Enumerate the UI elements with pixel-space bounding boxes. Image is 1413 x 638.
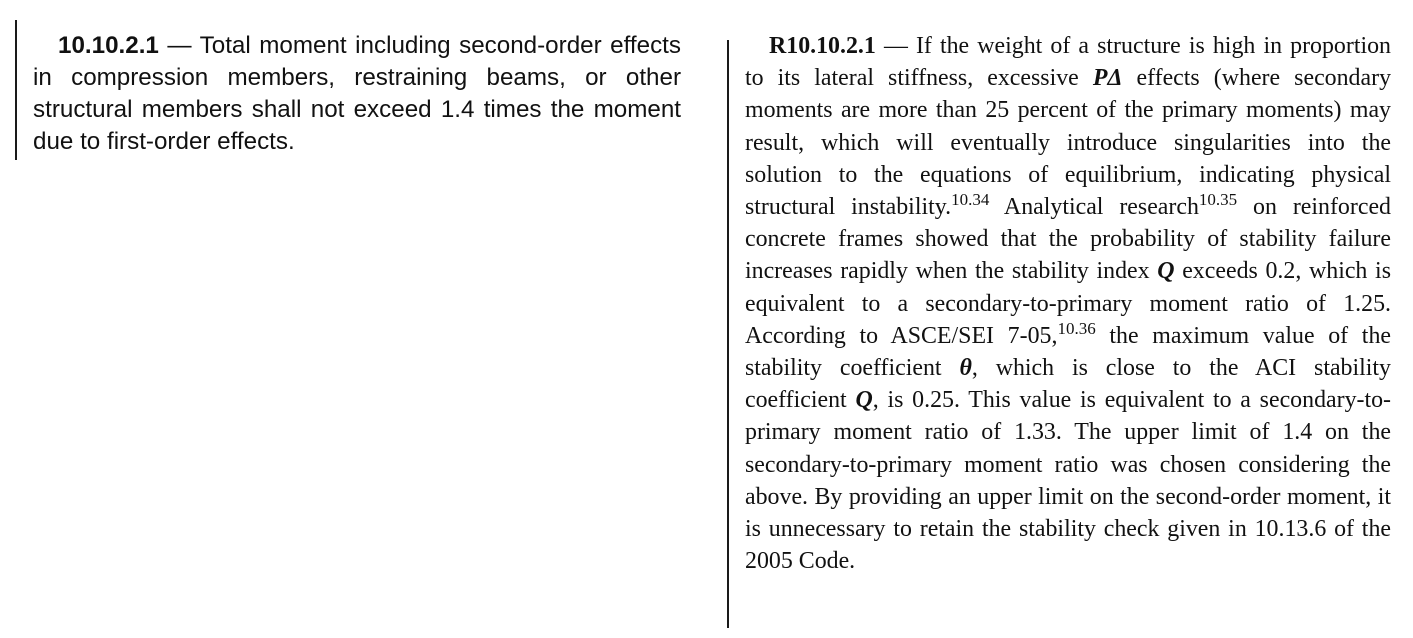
p-delta-symbol: PΔ bbox=[1092, 65, 1123, 92]
code-dash: — bbox=[158, 32, 200, 59]
change-bar-commentary bbox=[727, 40, 729, 628]
q-symbol: Q bbox=[855, 387, 873, 414]
commentary-text-5: exceeds 0.2, which is equivalent to a secondary-to-primary moment ratio of 1.25. According to ASCE/SEI 7-05, bbox=[745, 258, 1391, 349]
commentary-text-3: Analytical research bbox=[989, 194, 1199, 221]
commentary-text-1: If the weight of a structure is high in proportion to its lateral stiffness, excessive bbox=[745, 33, 1391, 92]
reference-10-34: 10.34 bbox=[951, 190, 990, 210]
commentary-text-2: effects (where secondary moments are more than 25 percent of the primary moments) may result, which will eventually introduce singularities into the solution to the equations of equilibrium, indicating physical structural instability. bbox=[745, 65, 1392, 221]
code-section-number: 10.10.2.1 bbox=[58, 32, 159, 59]
change-bar-code bbox=[15, 20, 17, 160]
reference-10-36: 10.36 bbox=[1057, 318, 1096, 338]
commentary-text-8: , is 0.25. This value is equivalent to a secondary-to-primary moment ratio of 1.33. The upper limit of 1.4 on the secondary-to-primary moment ratio was chosen considering the above. By providing an upper limit on the second-order moment, it is unnecessary to retain the stability check given in 10.13.6 of the 2005 Code. bbox=[745, 387, 1392, 575]
commentary-paragraph bbox=[745, 30, 1391, 577]
commentary-section-number: R10.10.2.1 bbox=[769, 33, 876, 59]
commentary-text-7: , which is close to the ACI stability coefficient bbox=[745, 355, 1392, 414]
commentary-dash: — bbox=[875, 33, 916, 59]
q-symbol: Q bbox=[1157, 258, 1175, 285]
reference-10-35: 10.35 bbox=[1198, 190, 1238, 210]
code-text: Total moment including second-order effects in compression members, restraining beams, or other structural members shall not exceed 1.4 times the moment due to first-order effects. bbox=[33, 32, 681, 155]
code-paragraph bbox=[33, 30, 681, 158]
commentary-text-6: the maximum value of the stability coefficient bbox=[745, 322, 1391, 382]
theta-symbol: θ bbox=[959, 355, 972, 382]
commentary-text-4: on reinforced concrete frames showed that the probability of stability failure increases rapidly when the stability index bbox=[745, 194, 1391, 285]
